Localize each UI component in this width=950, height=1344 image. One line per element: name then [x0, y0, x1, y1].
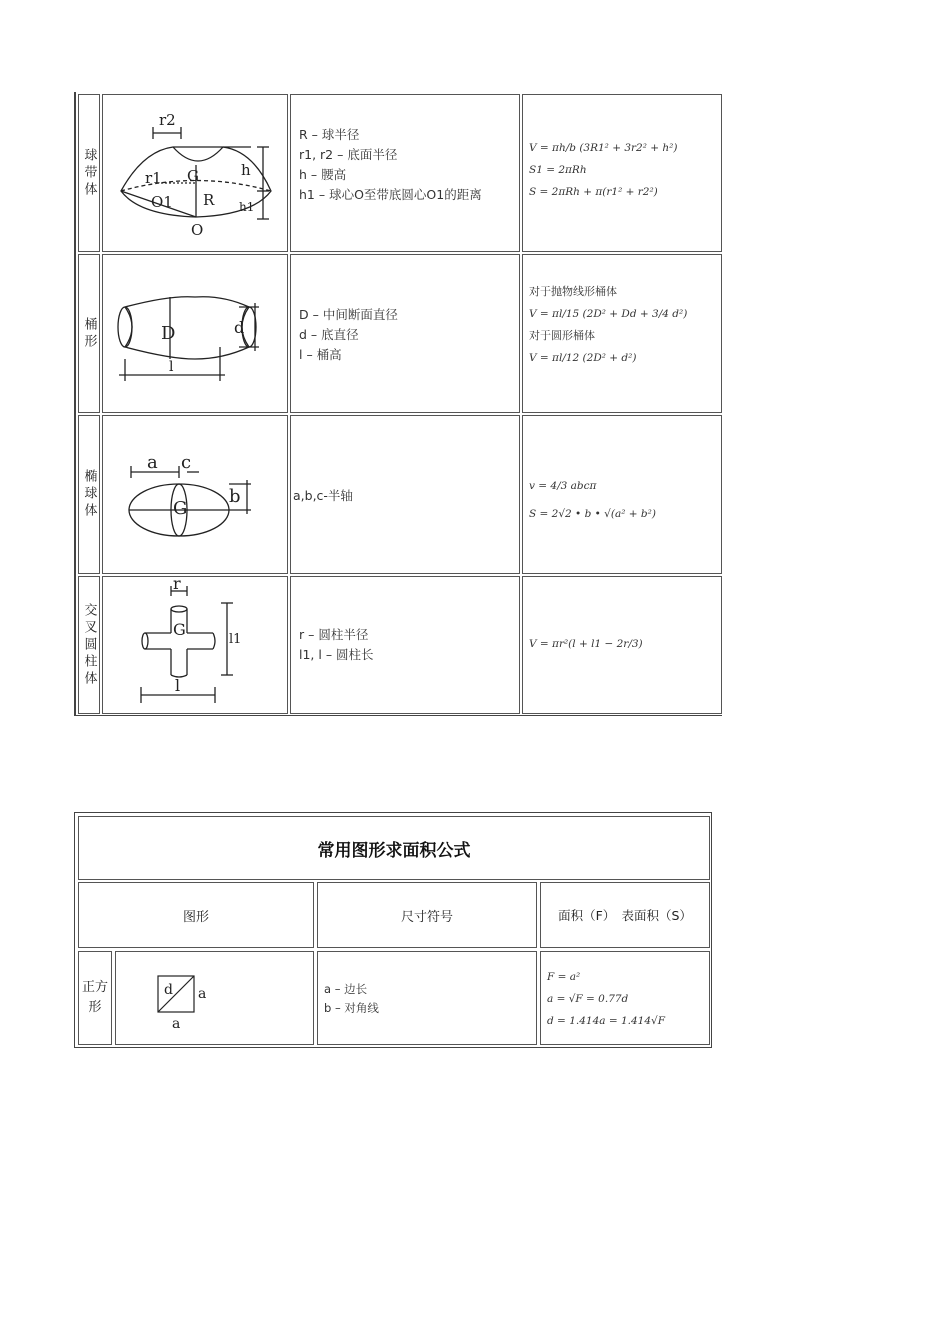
shape-name-cell	[78, 576, 100, 714]
label-D: D	[161, 323, 176, 344]
table-row	[76, 92, 724, 253]
label-b: b	[229, 486, 241, 507]
table-row	[76, 253, 724, 414]
label-O1: O1	[151, 193, 173, 211]
formula-cell: 对于抛物线形桶体 V = πl/15 (2D² + Dd + 3/4 d²) 对于圆形桶体 V = πl/12 (2D² + d²)	[522, 254, 722, 413]
table-row	[76, 575, 724, 715]
shape-name-cell	[78, 951, 112, 1045]
header-area: 面积（F） 表面积（S）	[540, 882, 710, 948]
symbol-description-cell: R – 球半径 r1, r2 – 底面半径 h – 腰高 h1 – 球心O至带底圆心O1的距离	[290, 94, 520, 252]
shape-name-cell	[78, 94, 100, 252]
square-diagram	[116, 952, 315, 1046]
label-r2: r2	[159, 111, 176, 129]
label-r1: r1	[145, 169, 162, 187]
header-symbols: 尺寸符号	[317, 882, 537, 948]
formula-cell: V = πh/b (3R1² + 3r2² + h²) S1 = 2πRh S = 2πRh + π(r1² + r2²)	[522, 94, 722, 252]
formula-cell: F = a² a = √F = 0.77d d = 1.414a = 1.414√F	[540, 951, 710, 1045]
ellipsoid-figure	[102, 415, 288, 574]
symbol-description-cell: D – 中间断面直径 d – 底直径 l – 桶高	[290, 254, 520, 413]
shape-name: 椭球体	[81, 469, 97, 520]
ellipsoid-diagram	[103, 416, 289, 575]
label-l: l	[169, 359, 174, 375]
symbol-description-cell: a,b,c-半轴	[290, 415, 520, 574]
label-h1: h1	[239, 200, 255, 214]
label-G: G	[187, 167, 199, 185]
shape-name: 球带体	[81, 147, 97, 199]
spherical-zone-figure	[102, 94, 288, 252]
barrel-figure	[102, 254, 288, 413]
spherical-zone-diagram	[103, 95, 289, 253]
label-d: d	[234, 318, 245, 337]
symbol-description-cell: a – 边长 b – 对角线	[317, 951, 537, 1045]
header-figure: 图形	[78, 882, 314, 948]
label-G: G	[173, 498, 188, 519]
shape-name: 桶形	[81, 316, 97, 351]
label-O: O	[191, 221, 204, 239]
barrel-diagram	[103, 255, 289, 414]
shape-name-cell	[78, 415, 100, 574]
formula-cell: v = 4/3 abcπ S = 2√2 • b • √(a² + b²)	[522, 415, 722, 574]
label-r: r	[173, 577, 181, 593]
label-l1: l1	[229, 632, 242, 647]
label-l: l	[175, 676, 181, 695]
label-c: c	[181, 452, 192, 473]
label-d: d	[164, 982, 173, 998]
label-a-side: a	[198, 986, 207, 1002]
table-row	[76, 414, 724, 575]
shape-name: 交叉圆柱体	[81, 602, 97, 688]
square-figure	[115, 951, 314, 1045]
shape-name: 正方形	[81, 980, 108, 1015]
cross-cylinder-diagram	[103, 577, 289, 715]
cross-cylinder-figure	[102, 576, 288, 714]
solids-formula-table	[74, 92, 722, 716]
label-R: R	[203, 191, 215, 209]
label-a: a	[147, 452, 158, 473]
table-title: 常用图形求面积公式	[78, 816, 710, 880]
shape-name-cell	[78, 254, 100, 413]
label-a-bottom: a	[172, 1016, 181, 1032]
area-formula-table	[74, 812, 712, 1048]
label-G: G	[173, 620, 186, 639]
symbol-description-cell: r – 圆柱半径 l1, l – 圆柱长	[290, 576, 520, 714]
formula-cell: V = πr²(l + l1 − 2r/3)	[522, 576, 722, 714]
label-h: h	[241, 161, 251, 179]
